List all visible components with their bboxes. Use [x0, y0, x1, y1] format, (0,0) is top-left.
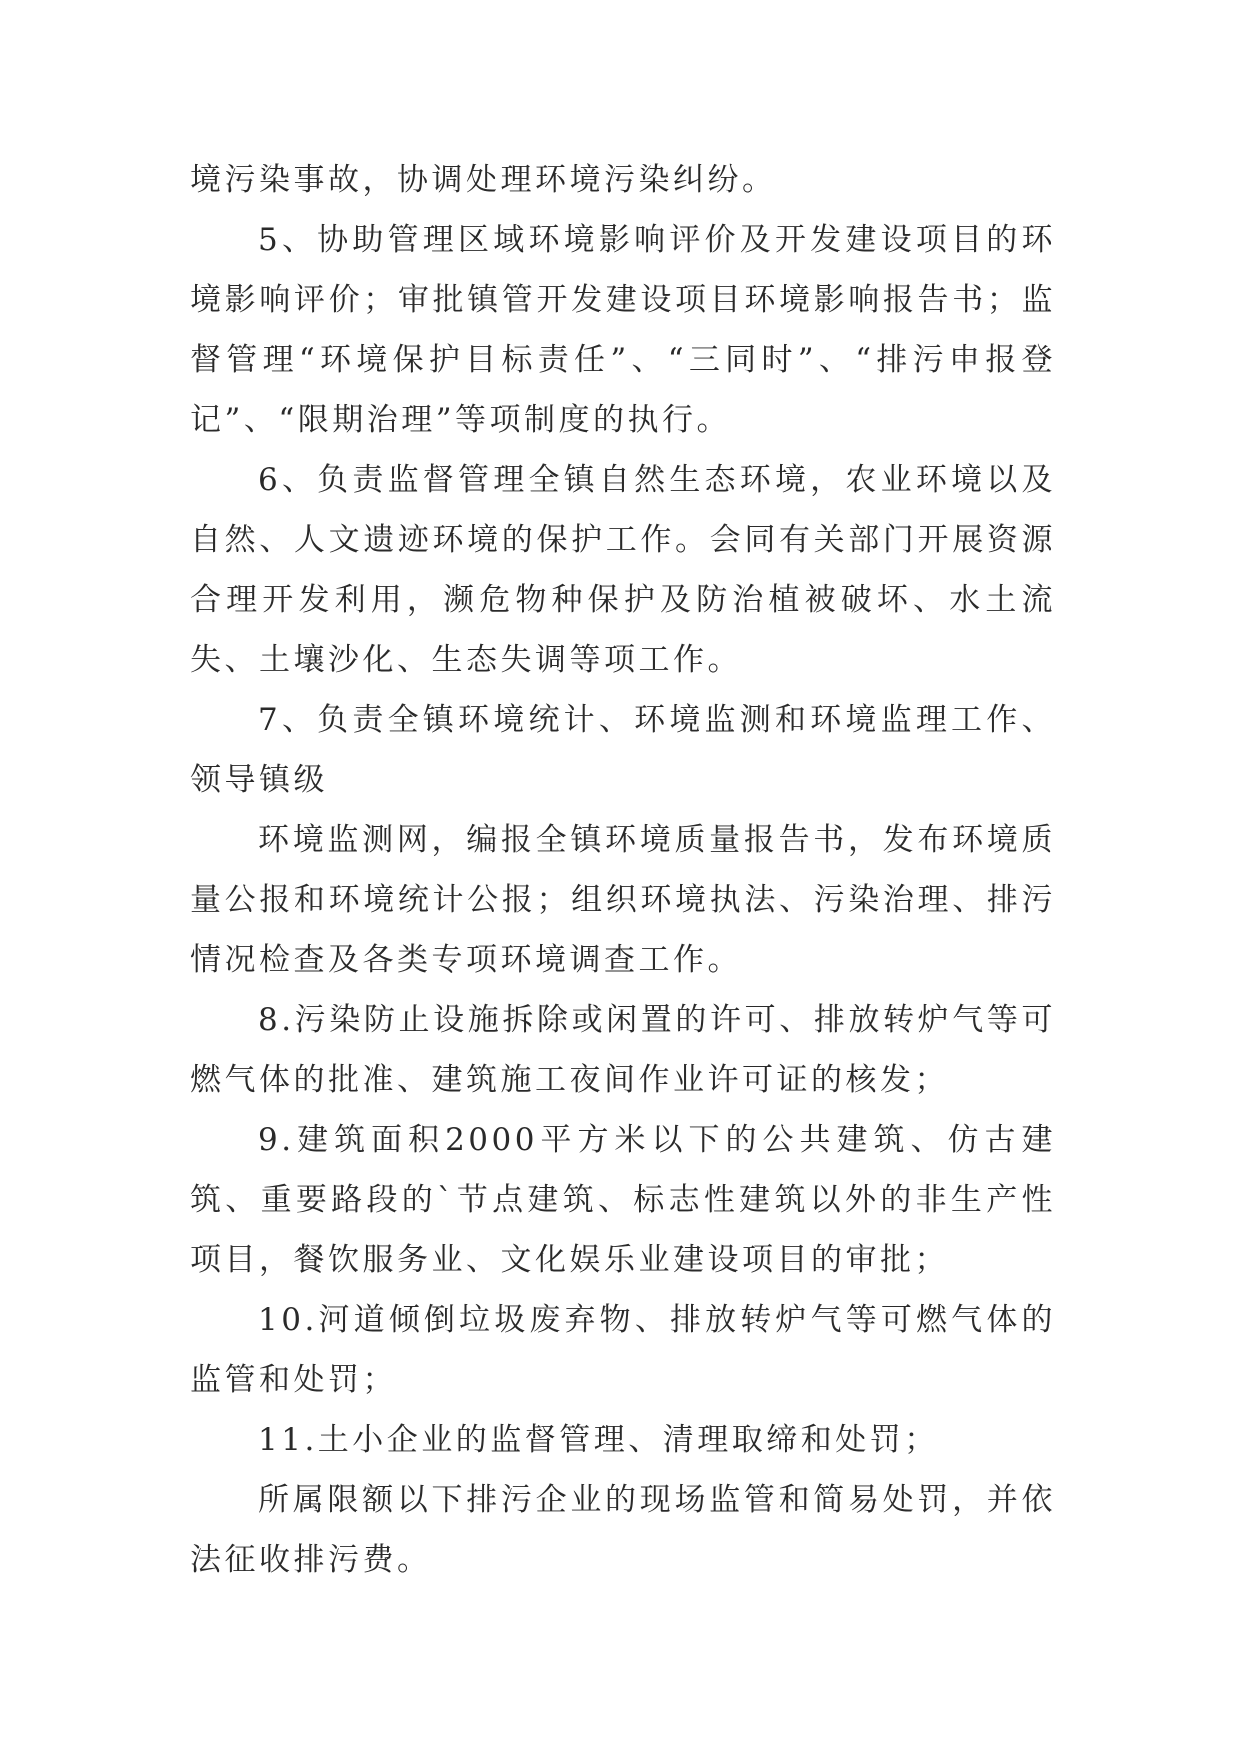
paragraph-item-7-continued: 环境监测网，编报全镇环境质量报告书，发布环境质量公报和环境统计公报；组织环境执法、污染治理、排污情况检查及各类专项环境调查工作。 — [190, 822, 1056, 978]
paragraph-item-9: 9.建筑面积2000平方米以下的公共建筑、仿古建筑、重要路段的`节点建筑、标志性建筑以外的非生产性项目，餐饮服务业、文化娱乐业建设项目的审批； — [190, 1122, 1056, 1278]
paragraph-item-5: 5、协助管理区域环境影响评价及开发建设项目的环境影响评价；审批镇管开发建设项目环境影响报告书；监督管理“环境保护目标责任”、“三同时”、“排污申报登记”、“限期治理”等项制度的执行。 — [190, 222, 1056, 438]
paragraph-item-10: 10.河道倾倒垃圾废弃物、排放转炉气等可燃气体的监管和处罚； — [190, 1302, 1056, 1398]
paragraph-item-8: 8.污染防止设施拆除或闲置的许可、排放转炉气等可燃气体的批准、建筑施工夜间作业许可证的核发； — [190, 1002, 1056, 1098]
paragraph-item-11: 11.土小企业的监督管理、清理取缔和处罚； — [258, 1422, 939, 1458]
paragraph-closing: 所属限额以下排污企业的现场监管和简易处罚，并依法征收排污费。 — [190, 1482, 1056, 1578]
document-body — [190, 150, 1056, 1590]
paragraph-continuation: 境污染事故，协调处理环境污染纠纷。 — [190, 162, 777, 198]
paragraph-item-7: 7、负责全镇环境统计、环境监测和环境监理工作、领导镇级 — [190, 702, 1056, 798]
paragraph-item-6: 6、负责监督管理全镇自然生态环境，农业环境以及自然、人文遗迹环境的保护工作。会同有关部门开展资源合理开发利用，濒危物种保护及防治植被破坏、水土流失、土壤沙化、生态失调等项工作。 — [190, 462, 1056, 678]
